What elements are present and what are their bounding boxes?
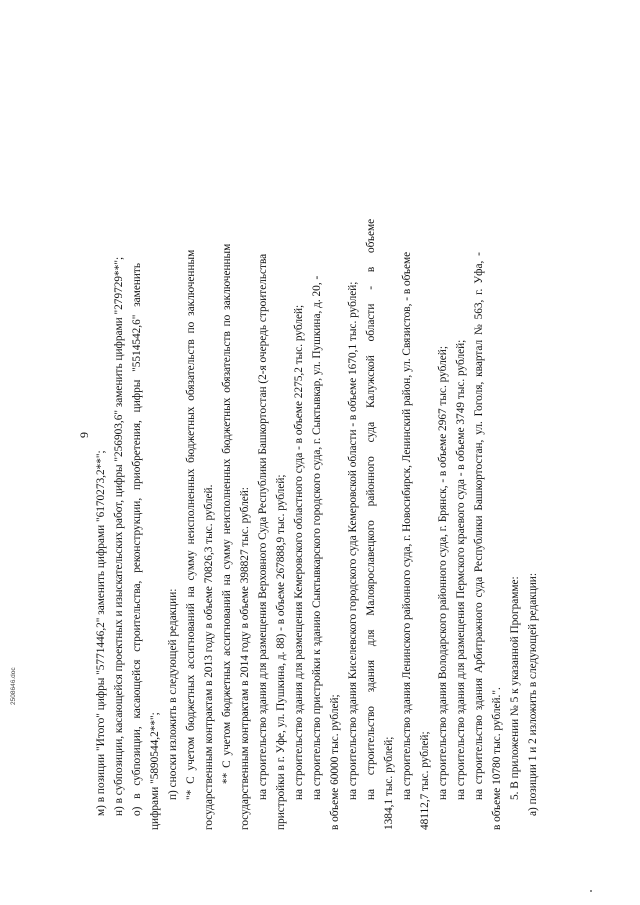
document-line: 48112,7 тыс. рублей; [419, 731, 431, 830]
rotated-document-page [75, 40, 539, 830]
document-line: на строительство здания Киселевского городского суда Кемеровской области - в объеме 1670,1 тыс. рублей; [347, 281, 359, 800]
document-line: "* С учетом бюджетных ассигнований на сумму неисполненных бюджетных обязательств по заключенным [185, 249, 197, 800]
document-line: на строительство здания для размещения Верховного Суда Республики Башкортостан (2-я очередь строительства [257, 253, 269, 800]
page-number: 9 [77, 432, 91, 438]
document-line: на строительство здания Арбитражного суда Республики Башкортостан, ул. Гоголя, квартал № 563, г. Уфа, - [473, 252, 485, 800]
document-line: в объеме 10780 тыс. рублей.". [491, 687, 503, 830]
document-line: на строительство здания Володарского районного суда, г. Брянск, - в объеме 2967 тыс. рублей; [437, 346, 449, 800]
document-line: н) в субпозиции, касающейся проектных и изыскательских работ, цифры "256903,6" заменить цифрами "279729**"; [113, 256, 125, 816]
document-line: 5. В приложении № 5 к указанной Программе: [509, 576, 521, 800]
document-line: м) в позиции "Итого" цифры "5771446,2" заменить цифрами "6170273,2**"; [95, 450, 107, 816]
document-line: на строительство здания для размещения Пермского краевого суда - в объеме 3749 тыс. рублей; [455, 339, 467, 800]
document-line: 1384,1 тыс. рублей; [383, 736, 395, 830]
document-file-code: 2508646.doc [10, 667, 17, 705]
document-line: о) в субпозиции, касающейся строительства, реконструкции, приобретения, цифры "5514542,6" заменить [131, 262, 143, 816]
document-line: п) сноски изложить в следующей редакции: [167, 588, 179, 800]
document-line: на строительство здания Ленинского районного суда, г. Новосибирск, Ленинский район, ул. Связистов, - в объеме [401, 251, 413, 800]
document-line: а) позиции 1 и 2 изложить в следующей редакции: [527, 573, 539, 816]
document-line: ** С учетом бюджетных ассигнований на сумму неисполненных бюджетных обязательств по заключенным [221, 243, 233, 784]
document-line: пристройки в г. Уфе, ул. Пушкина, д. 88) - в объеме 267888,9 тыс. рублей; [275, 474, 287, 830]
scan-speck [590, 890, 592, 892]
document-line: на строительство здания для Малоярославецкого районного суда Калужской области - в объеме [365, 218, 377, 800]
document-line: цифрами "5890544,2**"; [149, 712, 161, 830]
document-line: в объеме 60000 тыс. рублей; [329, 694, 341, 830]
document-line: государственным контрактам в 2013 году в объеме 70826,3 тыс. рублей. [203, 484, 215, 830]
document-line: государственным контрактам в 2014 году в объеме 398827 тыс. рублей: [239, 487, 251, 830]
document-line: на строительство пристройки к зданию Сыктывкарского городского суда, г. Сыктывкар, ул. Пушкина, д. 20, - [311, 275, 323, 800]
document-line: на строительство здания для размещения Кемеровского областного суда - в объеме 2275,2 тыс. рублей; [293, 304, 305, 800]
